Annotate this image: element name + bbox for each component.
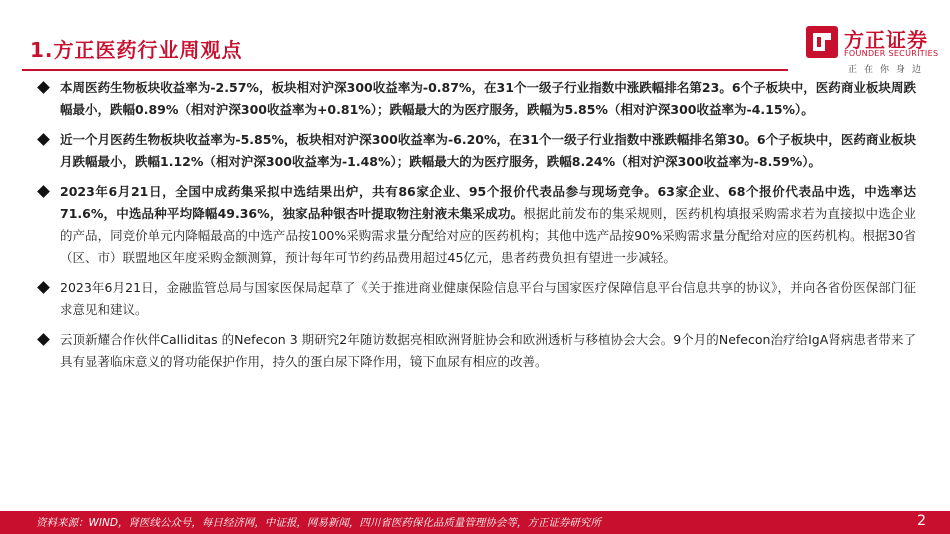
bullet-text-bold: 2023年6月21日，全国中成药集采拟中选结果出炉，共有86家企业、95个报价代表品参与现场竞争。63家企业、68个报价代表品中选，中选率达71.6%，中选品种平均降幅49.36%，独家品种银杏叶提取物注射液未集采成功。 <box>60 184 916 221</box>
bullet-list <box>36 77 916 381</box>
logo-slogan: 正在你身边 <box>848 65 929 75</box>
diamond-bullet-icon <box>37 81 50 94</box>
bullet-item <box>36 329 916 373</box>
source-note: 资料来源：WIND，肾医线公众号，每日经济网，中证报，网易新闻，四川省医药保化品质量管理协会等，方正证券研究所 <box>36 517 601 529</box>
logo-english-name: FOUNDER SECURITIES <box>844 49 939 58</box>
diamond-bullet-icon <box>37 185 50 198</box>
logo-chinese-name: 方正证券 <box>844 28 928 52</box>
founder-logo-icon <box>806 26 838 58</box>
bullet-item <box>36 277 916 321</box>
diamond-bullet-icon <box>37 281 50 294</box>
bullet-item <box>36 77 916 121</box>
bullet-text: 近一个月医药生物板块收益率为-5.85%，板块相对沪深300收益率为-6.20%，在31个一级子行业指数中涨跌幅排名第30。6个子板块中，医药商业板块月跌幅最小，跌幅1.12%（相对沪深300收益率为-1.48%）；跌幅最大的为医疗服务，跌幅8.24%（相对沪深300收益率为-8.59%）。 <box>60 132 916 169</box>
bullet-text: 2023年6月21日，金融监管总局与国家医保局起草了《关于推进商业健康保险信息平台与国家医疗保障信息平台信息共享的协议》，并向各省份医保部门征求意见和建议。 <box>60 280 916 317</box>
bullet-text: 根据此前发布的集采规则，医药机构填报采购需求若为直接拟中选企业的产品，同竞价单元内降幅最高的中选产品按100%采购需求量分配给对应的医药机构；其他中选产品按90%采购需求量分配给对应的医药机构。根据30省（区、市）联盟地区年度采购金额测算，预计每年可节约药品费用超过45亿元，患者药费负担有望进一步减轻。 <box>60 206 916 265</box>
bullet-text: 云顶新耀合作伙伴Calliditas 的Nefecon 3 期研究2年随访数据亮相欧洲肾脏协会和欧洲透析与移植协会大会。9个月的Nefecon治疗给IgA肾病患者带来了具有显著临床意义的肾功能保护作用，持久的蛋白尿下降作用，镜下血尿有相应的改善。 <box>60 332 916 369</box>
footer-bar <box>0 511 950 534</box>
bullet-text: 本周医药生物板块收益率为-2.57%，板块相对沪深300收益率为-0.87%，在31个一级子行业指数中涨跌幅排名第23。6个子板块中，医药商业板块周跌幅最小，跌幅0.89%（相对沪深300收益率为+0.81%）；跌幅最大的为医疗服务，跌幅为5.85%（相对沪深300收益率为-4.15%）。 <box>60 80 916 117</box>
company-logo <box>806 22 939 75</box>
diamond-bullet-icon <box>37 133 50 146</box>
page-number: 2 <box>917 513 926 529</box>
page-title: 1.方正医药行业周观点 <box>30 38 243 62</box>
diamond-bullet-icon <box>37 333 50 346</box>
bullet-item <box>36 129 916 173</box>
title-divider <box>22 69 788 71</box>
bullet-item <box>36 181 916 269</box>
